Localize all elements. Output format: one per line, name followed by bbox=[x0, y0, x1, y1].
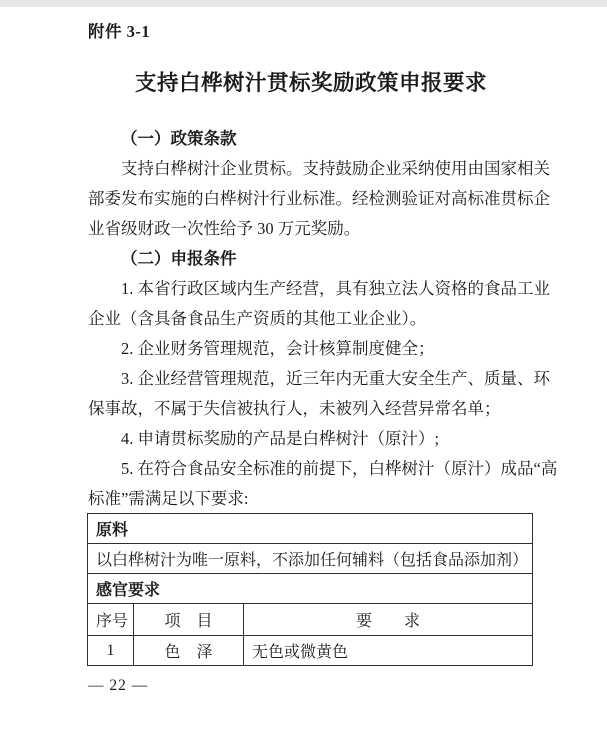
list-item-3: 3. 企业经营管理规范，近三年内无重大安全生产、质量、环 bbox=[121, 369, 550, 388]
body-text bbox=[88, 124, 558, 514]
requirements-table bbox=[87, 513, 533, 666]
paragraph-line: 部委发布实施的白桦树汁行业标准。经检测验证对高标准贯标企 bbox=[88, 189, 550, 208]
raw-material-header-cell: 原料 bbox=[88, 514, 533, 544]
table-row-raw-material-header bbox=[88, 514, 533, 544]
list-item-2: 2. 企业财务管理规范，会计核算制度健全； bbox=[121, 339, 435, 358]
scan-edge-artifact bbox=[0, 0, 607, 7]
section-heading-1: （一）政策条款 bbox=[121, 129, 237, 148]
cell-item-color: 色 泽 bbox=[134, 636, 244, 666]
paragraph-line: 支持白桦树汁企业贯标。支持鼓励企业采纳使用由国家相关 bbox=[121, 159, 550, 178]
table-row-color bbox=[88, 636, 533, 666]
column-header-serial: 序号 bbox=[88, 604, 134, 636]
cell-serial-1: 1 bbox=[88, 636, 134, 666]
list-item-3-continued: 保事故，不属于失信被执行人，未被列入经营异常名单； bbox=[88, 399, 501, 418]
column-header-requirement: 要 求 bbox=[244, 604, 533, 636]
raw-material-content-cell: 以白桦树汁为唯一原料，不添加任何辅料（包括食品添加剂） bbox=[88, 544, 533, 574]
page-number: — 22 — bbox=[88, 677, 149, 694]
list-item-5: 5. 在符合食品安全标准的前提下，白桦树汁（原汁）成品“高 bbox=[121, 459, 558, 478]
paragraph-line: 业省级财政一次性给予 30 万元奖励。 bbox=[88, 219, 361, 238]
section-heading-2: （二）申报条件 bbox=[121, 249, 237, 268]
table-row-raw-material-content bbox=[88, 544, 533, 574]
column-header-item: 项 目 bbox=[134, 604, 244, 636]
list-item-1: 1. 本省行政区域内生产经营，具有独立法人资格的食品工业 bbox=[121, 279, 550, 298]
annex-label: 附件 3-1 bbox=[88, 22, 151, 41]
cell-requirement-color: 无色或微黄色 bbox=[244, 636, 533, 666]
list-item-4: 4. 申请贯标奖励的产品是白桦树汁（原汁）; bbox=[121, 429, 440, 448]
table-row-column-headers bbox=[88, 604, 533, 636]
document-title: 支持白桦树汁贯标奖励政策申报要求 bbox=[134, 71, 487, 95]
list-item-5-continued: 标准”需满足以下要求: bbox=[88, 489, 249, 508]
table-row-sensory-header bbox=[88, 574, 533, 604]
sensory-header-cell: 感官要求 bbox=[88, 574, 533, 604]
list-item-1-continued: 企业（含具备食品生产资质的其他工业企业）。 bbox=[88, 309, 427, 328]
